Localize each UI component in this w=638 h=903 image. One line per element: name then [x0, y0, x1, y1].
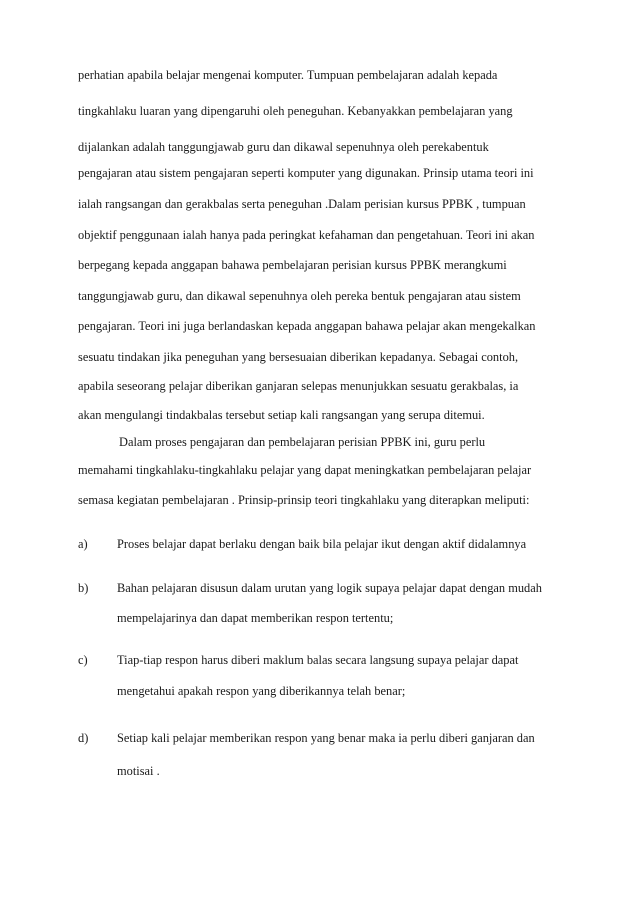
list-item-text: Tiap-tiap respon harus diberi maklum balas secara langsung supaya pelajar dapat [117, 653, 519, 667]
paragraph-line: pengajaran. Teori ini juga berlandaskan kepada anggapan bahawa pelajar akan mengekalkan [78, 319, 536, 333]
paragraph-line: objektif penggunaan ialah hanya pada peringkat kefahaman dan pengetahuan. Teori ini akan [78, 228, 535, 242]
paragraph-line: apabila seseorang pelajar diberikan ganjaran selepas menunjukkan sesuatu gerakbalas, ia [78, 379, 519, 393]
list-marker: b) [78, 581, 89, 595]
list-marker: a) [78, 537, 88, 551]
paragraph-line: berpegang kepada anggapan bahawa pembelajaran perisian kursus PPBK merangkumi [78, 258, 507, 272]
paragraph-line: semasa kegiatan pembelajaran . Prinsip-prinsip teori tingkahlaku yang diterapkan meliputi: [78, 493, 530, 507]
paragraph-line: akan mengulangi tindakbalas tersebut setiap kali rangsangan yang serupa ditemui. [78, 408, 485, 422]
list-item-text: Proses belajar dapat berlaku dengan baik bila pelajar ikut dengan aktif didalamnya [117, 537, 527, 551]
list-item-text: mengetahui apakah respon yang diberikannya telah benar; [117, 684, 406, 698]
paragraph-line: dijalankan adalah tanggungjawab guru dan dikawal sepenuhnya oleh perekabentuk [78, 140, 489, 154]
paragraph-line: memahami tingkahlaku-tingkahlaku pelajar yang dapat meningkatkan pembelajaran pelajar [78, 463, 532, 477]
paragraph-line: tanggungjawab guru, dan dikawal sepenuhnya oleh pereka bentuk pengajaran atau sistem [78, 289, 521, 303]
list-item-text: mempelajarinya dan dapat memberikan respon tertentu; [117, 611, 394, 625]
list-item-text: Setiap kali pelajar memberikan respon yang benar maka ia perlu diberi ganjaran dan [117, 731, 535, 745]
paragraph-line: Dalam proses pengajaran dan pembelajaran perisian PPBK ini, guru perlu [119, 435, 486, 449]
paragraph-line: tingkahlaku luaran yang dipengaruhi oleh peneguhan. Kebanyakkan pembelajaran yang [78, 104, 513, 118]
list-item-text: Bahan pelajaran disusun dalam urutan yang logik supaya pelajar dapat dengan mudah [117, 581, 542, 595]
list-marker: c) [78, 653, 88, 667]
paragraph-line: ialah rangsangan dan gerakbalas serta peneguhan .Dalam perisian kursus PPBK , tumpuan [78, 197, 526, 211]
paragraph-line: pengajaran atau sistem pengajaran seperti komputer yang digunakan. Prinsip utama teori ini [78, 166, 534, 180]
paragraph-line: perhatian apabila belajar mengenai komputer. Tumpuan pembelajaran adalah kepada [78, 68, 498, 82]
paragraph-line: sesuatu tindakan jika peneguhan yang bersesuaian diberikan kepadanya. Sebagai contoh, [78, 350, 519, 364]
list-item-text: motisai . [117, 764, 160, 778]
list-marker: d) [78, 731, 89, 745]
